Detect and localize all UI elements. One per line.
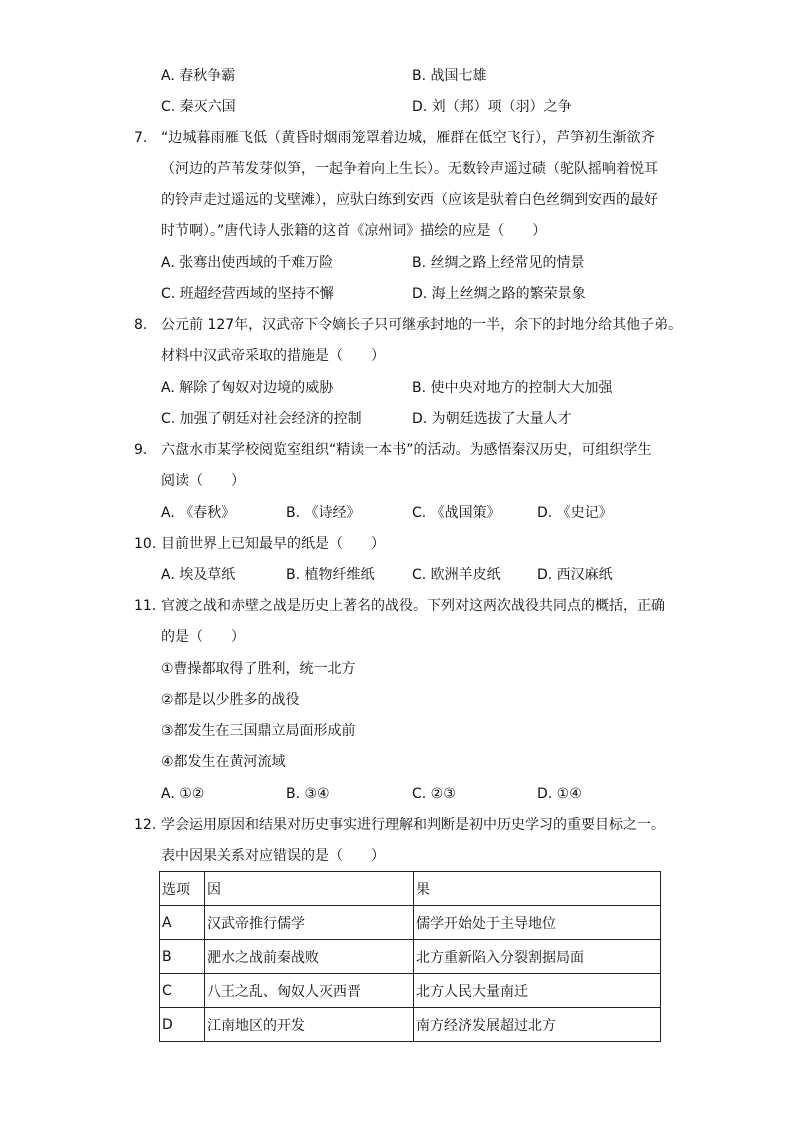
q7-option-a: A. 张骞出使西域的千难万险 [161, 255, 334, 271]
q12-number: 12. [134, 817, 157, 833]
q10-option-d: D. 西汉麻纸 [537, 567, 613, 583]
q8-option-d: D. 为朝廷选拔了大量人才 [412, 411, 572, 427]
row-cause: 八王之乱、匈奴人灭西晋 [205, 974, 414, 1008]
row-effect: 北方人民大量南迁 [414, 974, 661, 1008]
q7-number: 7. [134, 130, 148, 146]
row-option: A [160, 906, 205, 940]
row-effect: 南方经济发展超过北方 [414, 1008, 661, 1042]
row-effect: 儒学开始处于主导地位 [414, 906, 661, 940]
q6-option-a: A. 春秋争霸 [161, 68, 236, 84]
q8-option-b: B. 使中央对地方的控制大大加强 [412, 380, 613, 396]
q6-option-c: C. 秦灭六国 [161, 99, 236, 115]
q6-option-b: B. 战国七雄 [412, 68, 487, 84]
q7-line-1: “边城暮雨雁飞低（黄昏时烟雨笼罩着边城，雁群在低空飞行），芦笋初生渐欲齐 [161, 130, 655, 146]
row-option: D [160, 1008, 205, 1042]
q11-option-b: B. ③④ [286, 786, 330, 802]
q11-line-1: 官渡之战和赤壁之战是历史上著名的战役。下列对这两次战役共同点的概括，正确 [161, 598, 665, 614]
q7-option-b: B. 丝绸之路上经常见的情景 [412, 255, 585, 271]
q10-option-a: A. 埃及草纸 [161, 567, 236, 583]
q11-option-c: C. ②③ [412, 786, 456, 802]
row-cause: 汉武帝推行儒学 [205, 906, 414, 940]
q9-line-2: 阅读（ ） [161, 473, 245, 489]
row-option: B [160, 940, 205, 974]
q9-line-1: 六盘水市某学校阅览室组织“精读一本书”的活动。为感悟秦汉历史，可组织学生 [161, 442, 652, 458]
q9-option-c: C. 《战国策》 [412, 505, 501, 521]
header-cause: 因 [205, 872, 414, 906]
q8-option-a: A. 解除了匈奴对边境的威胁 [161, 380, 334, 396]
q8-line-1: 公元前 127年，汉武帝下令嫡长子只可继承封地的一半，余下的封地分给其他子弟。 [161, 317, 683, 333]
header-effect: 果 [414, 872, 661, 906]
q11-line-2: 的是（ ） [161, 629, 245, 645]
q10-option-b: B. 植物纤维纸 [286, 567, 375, 583]
row-cause: 江南地区的开发 [205, 1008, 414, 1042]
q11-option-a: A. ①② [161, 786, 205, 802]
table-row [160, 940, 661, 974]
q7-option-d: D. 海上丝绸之路的繁荣景象 [412, 286, 586, 302]
q10-option-c: C. 欧洲羊皮纸 [412, 567, 501, 583]
q9-number: 9. [134, 442, 148, 458]
q7-line-3: 的铃声走过遥远的戈壁滩），应驮白练到安西（应该是驮着白色丝绸到安西的最好 [161, 192, 658, 208]
q10-line-1: 目前世界上已知最早的纸是（ ） [161, 536, 385, 552]
q8-number: 8. [134, 317, 148, 333]
q7-option-c: C. 班超经营西域的坚持不懈 [161, 286, 334, 302]
q11-statement-3: ③都发生在三国鼎立局面形成前 [161, 723, 356, 739]
q9-option-d: D. 《史记》 [537, 505, 613, 521]
q8-option-c: C. 加强了朝廷对社会经济的控制 [161, 411, 362, 427]
q9-option-b: B. 《诗经》 [286, 505, 361, 521]
q11-statement-1: ①曹操都取得了胜利，统一北方 [161, 661, 356, 677]
q11-statement-4: ④都发生在黄河流域 [161, 754, 286, 770]
row-option: C [160, 974, 205, 1008]
q11-option-d: D. ①④ [537, 786, 582, 802]
table-header-row [160, 872, 661, 906]
q10-number: 10. [134, 536, 157, 552]
q6-option-d: D. 刘（邦）项（羽）之争 [412, 99, 572, 115]
table-row [160, 1008, 661, 1042]
row-effect: 北方重新陷入分裂割据局面 [414, 940, 661, 974]
q7-line-4: 时节啊）。”唐代诗人张籍的这首《凉州词》描绘的应是（ ） [161, 223, 547, 239]
q12-line-2: 表中因果关系对应错误的是（ ） [161, 848, 385, 864]
q11-number: 11. [134, 598, 157, 614]
table-row [160, 906, 661, 940]
q7-line-2: （河边的芦苇发芽似笋，一起争着向上生长）。无数铃声遥过碛（驼队摇响着悦耳 [161, 161, 658, 177]
q11-statement-2: ②都是以少胜多的战役 [161, 692, 300, 708]
row-cause: 淝水之战前秦战败 [205, 940, 414, 974]
header-option: 选项 [160, 872, 205, 906]
table-row [160, 974, 661, 1008]
q9-option-a: A. 《春秋》 [161, 505, 236, 521]
cause-effect-table [159, 871, 661, 1042]
q12-line-1: 学会运用原因和结果对历史事实进行理解和判断是初中历史学习的重要目标之一。 [161, 817, 665, 833]
q8-line-2: 材料中汉武帝采取的措施是（ ） [161, 348, 385, 364]
